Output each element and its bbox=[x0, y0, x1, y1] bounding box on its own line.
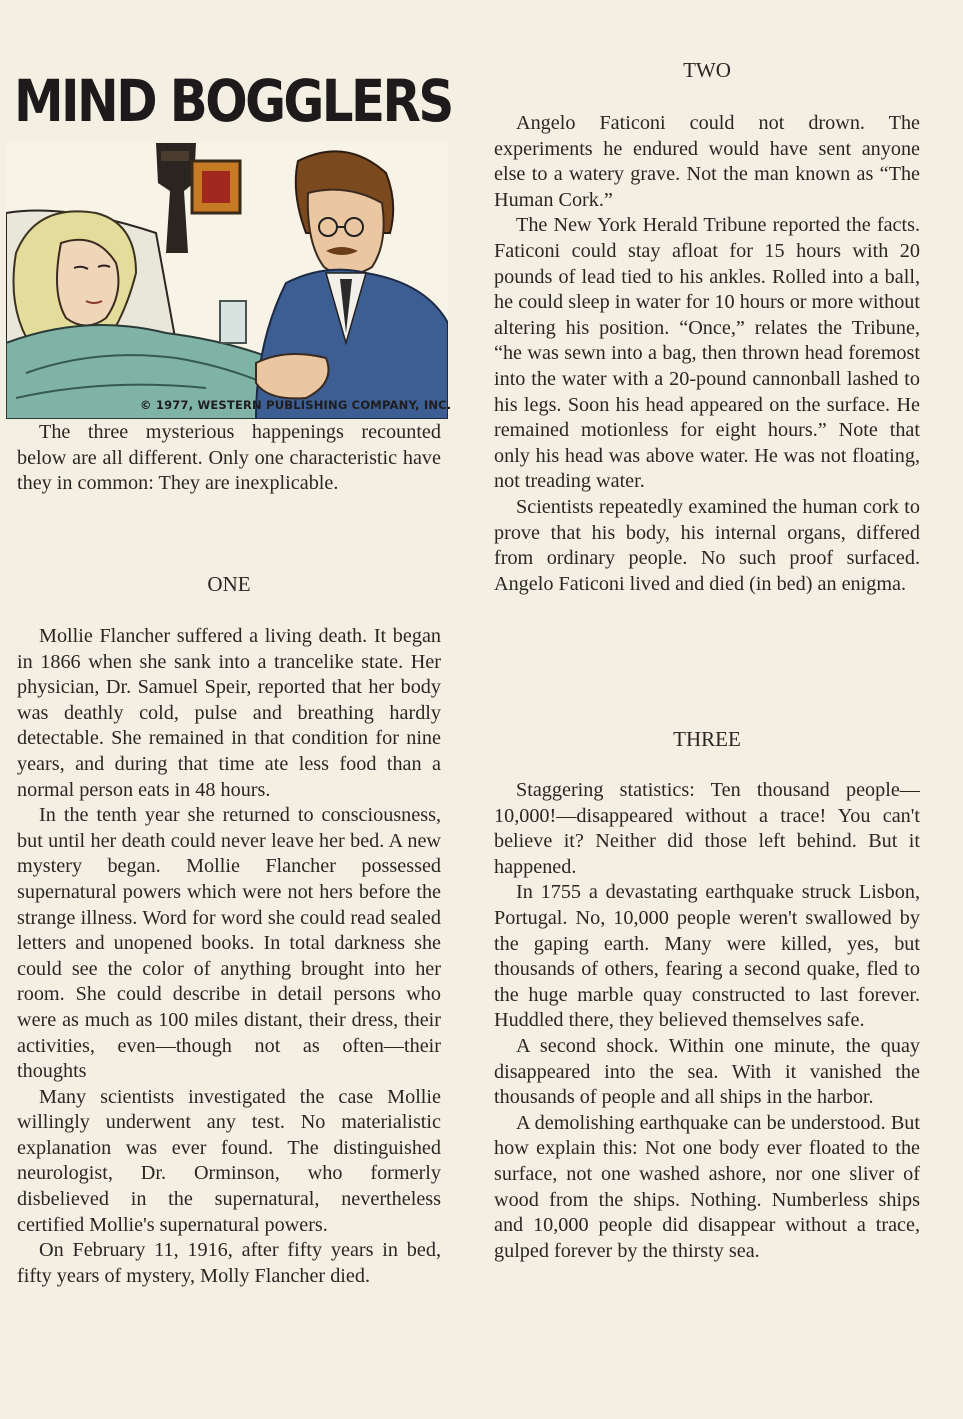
section-three-heading: THREE bbox=[673, 727, 741, 751]
section-two-paragraph: Angelo Faticoni could not drown. The experiments he endured would have sent anyone else to a watery grave. Not the man known as “The Human Cork.” bbox=[494, 112, 920, 211]
section-one-heading: ONE bbox=[207, 572, 251, 596]
section-three-paragraph: A demolishing earthquake can be understood. But how explain this: Not one body ever floated to the surface, not one washed ashore, nor one sliver of wood from the ships. Nothing. Numberless ships and 10,000 people did disappear without a trace, gulped forever by the thirsty sea. bbox=[494, 1111, 920, 1262]
section-two-paragraph: The New York Herald Tribune reported the facts. Faticoni could stay afloat for 15 hours with 20 pounds of lead tied to his ankles. Rolled into a ball, he could sleep in water for 10 hours or more without altering his position. “Once,” relates the Tribune, “he was sewn into a bag, then thrown head foremost into the water with a 20-pound cannonball lashed to his legs. Soon his head appeared on the surface. He remained motionless for eight hours.” Note that only his head was above water. He was not floating, not treading water. bbox=[494, 214, 920, 493]
page-title: MIND BOGGLERS bbox=[14, 67, 452, 135]
section-three-body bbox=[494, 778, 920, 1264]
section-one-body bbox=[17, 624, 441, 1289]
section-one-paragraph: In the tenth year she returned to consciousness, but until her death could never leave her bed. A new mystery began. Mollie Flancher possessed supernatural powers which were not hers before the strange illness. Word for word she could read sealed letters and unopened books. In total darkness she could see the color of anything brought into her room. She could describe in detail persons who were as much as 100 miles distant, their dress, their activities, even—though not as often—their thoughts bbox=[17, 804, 441, 1083]
section-two-paragraph: Scientists repeatedly examined the human cork to prove that his body, his internal organs, differed from ordinary people. No such proof surfaced. Angelo Faticoni lived and died (in bed) an enigma. bbox=[494, 495, 920, 595]
section-one-paragraph: Mollie Flancher suffered a living death. It began in 1866 when she sank into a trancelike state. Her physician, Dr. Samuel Speir, reported that her body was deathly cold, pulse and breathing hardly detectable. She remained in that condition for nine years, and during that time ate less food than a normal person eats in 48 hours. bbox=[17, 625, 441, 801]
section-three-paragraph: A second shock. Within one minute, the quay disappeared into the sea. With it vanished the thousands of people and all ships in the harbor. bbox=[494, 1034, 920, 1109]
illustration-doctor-and-patient bbox=[6, 143, 452, 419]
section-three-paragraph: In 1755 a devastating earthquake struck Lisbon, Portugal. No, 10,000 people weren't swallowed by the gaping earth. Many were killed, yes, but thousands of others, fearing a second quake, fled to the huge marble quay constructed to last forever. Huddled there, they believed themselves safe. bbox=[494, 881, 920, 1032]
section-two-heading: TWO bbox=[683, 58, 731, 82]
section-one-paragraph: Many scientists investigated the case Mollie willingly underwent any test. No materialistic explanation was ever found. The distinguished neurologist, Dr. Orminson, who formerly disbelieved in the supernatural, nevertheless certified Mollie's supernatural powers. bbox=[17, 1085, 441, 1236]
section-one-paragraph: On February 11, 1916, after fifty years in bed, fifty years of mystery, Molly Flancher died. bbox=[17, 1239, 441, 1287]
intro-text bbox=[17, 420, 441, 497]
intro-paragraph: The three mysterious happenings recounted below are all different. Only one characteristic have they in common: They are inexplicable. bbox=[17, 421, 441, 495]
section-three-paragraph: Staggering statistics: Ten thousand people—10,000!—disappeared without a trace! You can't believe it? Neither did those left behind. But it happened. bbox=[494, 779, 920, 878]
copyright-notice: © 1977, WESTERN PUBLISHING COMPANY, INC. bbox=[140, 398, 452, 412]
section-two-body bbox=[494, 111, 920, 597]
